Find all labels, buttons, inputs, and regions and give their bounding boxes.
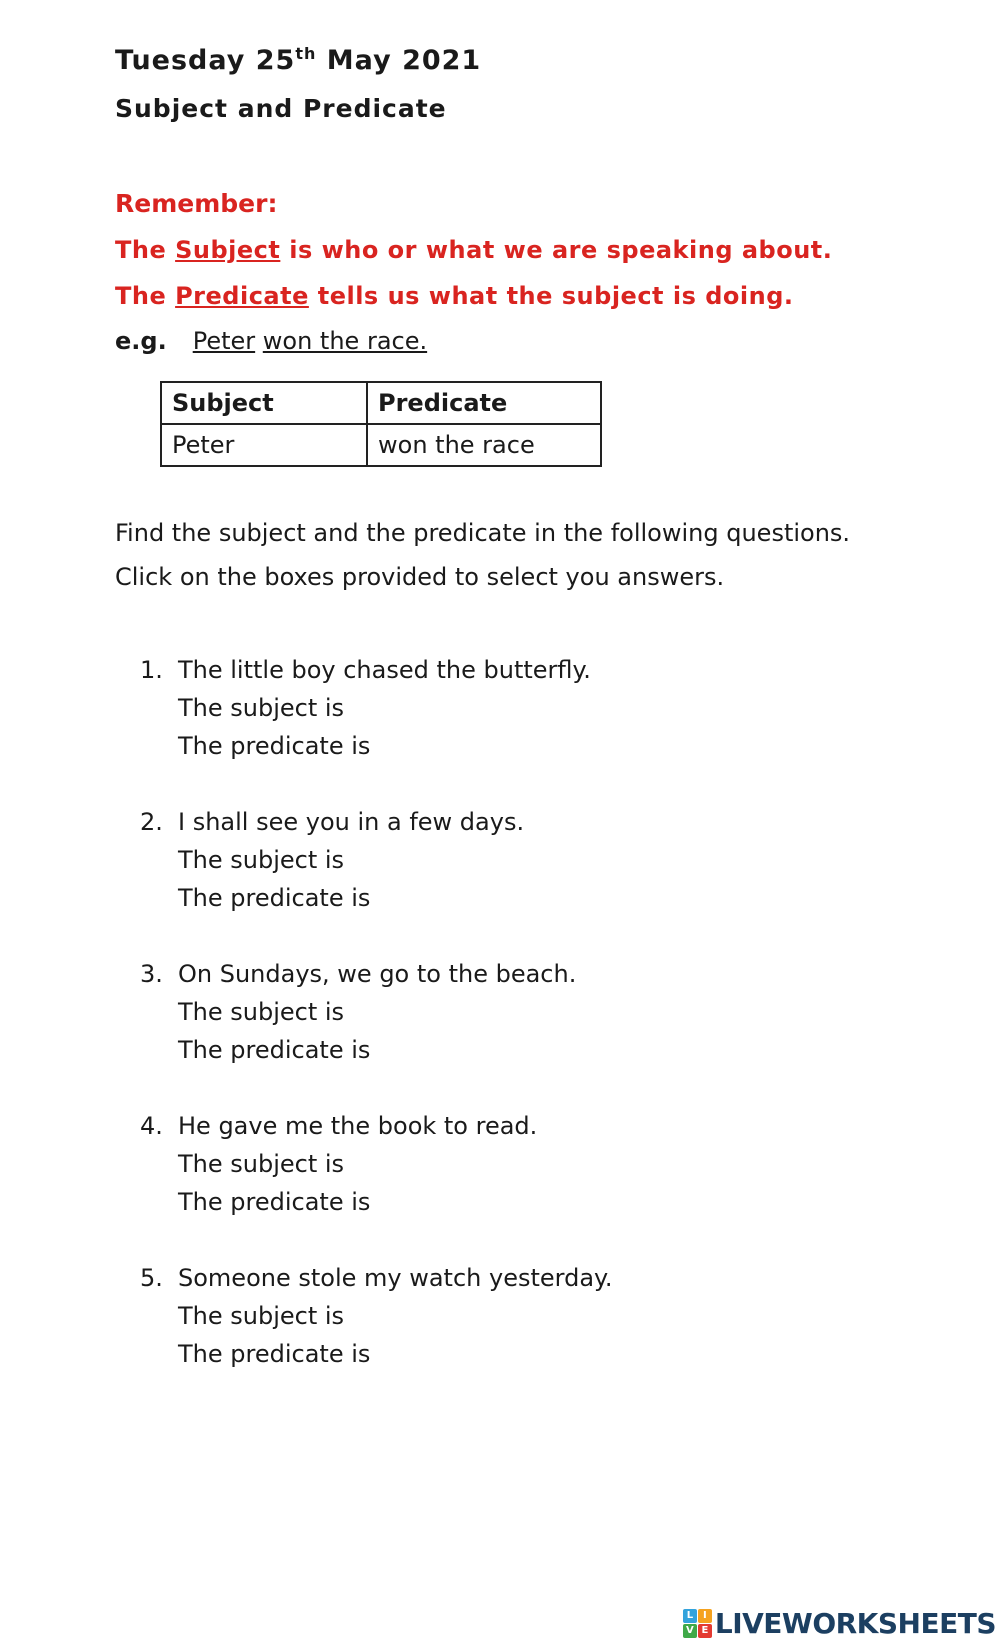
subject-definition-post: is who or what we are speaking about. [280, 236, 833, 264]
question-item-3 [140, 955, 1000, 1069]
question-item-2 [140, 803, 1000, 917]
question-1-sentence-line [140, 651, 1000, 689]
subject-term: Subject [175, 236, 281, 264]
subject-predicate-table [160, 381, 602, 467]
question-item-4 [140, 1107, 1000, 1221]
example-subject: Peter [192, 327, 256, 355]
logo-square-i: I [698, 1609, 712, 1623]
remember-heading: Remember: [115, 189, 278, 218]
predicate-definition [115, 282, 1000, 310]
predicate-answer-prompt[interactable]: The predicate is [178, 1188, 371, 1216]
liveworksheets-wordmark: LIVEWORKSHEETS [714, 1607, 996, 1640]
table-header-predicate: Predicate [367, 382, 601, 424]
date-prefix: Tuesday 25 [115, 45, 296, 76]
page-title: Subject and Predicate [115, 94, 447, 123]
subject-answer-prompt[interactable]: The subject is [178, 1150, 345, 1178]
subject-answer-prompt[interactable]: The subject is [178, 694, 345, 722]
question-sentence[interactable]: He gave me the book to read. [178, 1112, 538, 1140]
liveworksheets-logo[interactable] [683, 1607, 996, 1640]
question-3-sentence-line [140, 955, 1000, 993]
ordinal-superscript: th [295, 44, 317, 63]
logo-square-l: L [683, 1609, 697, 1623]
question-item-1 [140, 651, 1000, 765]
questions-list [140, 651, 1000, 1373]
predicate-answer-prompt[interactable]: The predicate is [178, 1340, 371, 1368]
subject-definition [115, 236, 1000, 264]
question-4-sentence-line [140, 1107, 1000, 1145]
question-sentence[interactable]: I shall see you in a few days. [178, 808, 525, 836]
subject-answer-prompt[interactable]: The subject is [178, 998, 345, 1026]
predicate-definition-post: tells us what the subject is doing. [308, 282, 794, 310]
example-sentence [115, 327, 1000, 355]
date-suffix: May 2021 [316, 45, 482, 76]
question-2-sentence-line [140, 803, 1000, 841]
table-cell-subject: Peter [161, 424, 367, 466]
subject-answer-prompt[interactable]: The subject is [178, 1302, 345, 1330]
table-header-subject: Subject [161, 382, 367, 424]
question-item-5 [140, 1259, 1000, 1373]
predicate-definition-pre: The [115, 282, 176, 310]
question-number: 4. [140, 1112, 163, 1140]
example-predicate: won the race. [262, 327, 428, 355]
question-number: 1. [140, 656, 163, 684]
question-number: 5. [140, 1264, 163, 1292]
instruction-line-2: Click on the boxes provided to select you answers. [115, 563, 725, 591]
question-sentence[interactable]: The little boy chased the butterfly. [178, 656, 591, 684]
question-5-sentence-line [140, 1259, 1000, 1297]
predicate-answer-prompt[interactable]: The predicate is [178, 1036, 371, 1064]
table-row [161, 424, 601, 466]
table-header-row [161, 382, 601, 424]
liveworksheets-logo-icon [683, 1609, 712, 1638]
question-sentence[interactable]: On Sundays, we go to the beach. [178, 960, 577, 988]
example-label: e.g. [115, 327, 167, 355]
date-heading [115, 44, 1000, 76]
table-cell-predicate: won the race [367, 424, 601, 466]
predicate-answer-prompt[interactable]: The predicate is [178, 732, 371, 760]
subject-answer-prompt[interactable]: The subject is [178, 846, 345, 874]
subject-definition-pre: The [115, 236, 176, 264]
question-sentence[interactable]: Someone stole my watch yesterday. [178, 1264, 613, 1292]
predicate-term: Predicate [175, 282, 309, 310]
logo-square-v: V [683, 1624, 697, 1638]
predicate-answer-prompt[interactable]: The predicate is [178, 884, 371, 912]
instruction-line-1: Find the subject and the predicate in the following questions. [115, 519, 851, 547]
question-number: 3. [140, 960, 163, 988]
logo-square-e: E [698, 1624, 712, 1638]
question-number: 2. [140, 808, 163, 836]
